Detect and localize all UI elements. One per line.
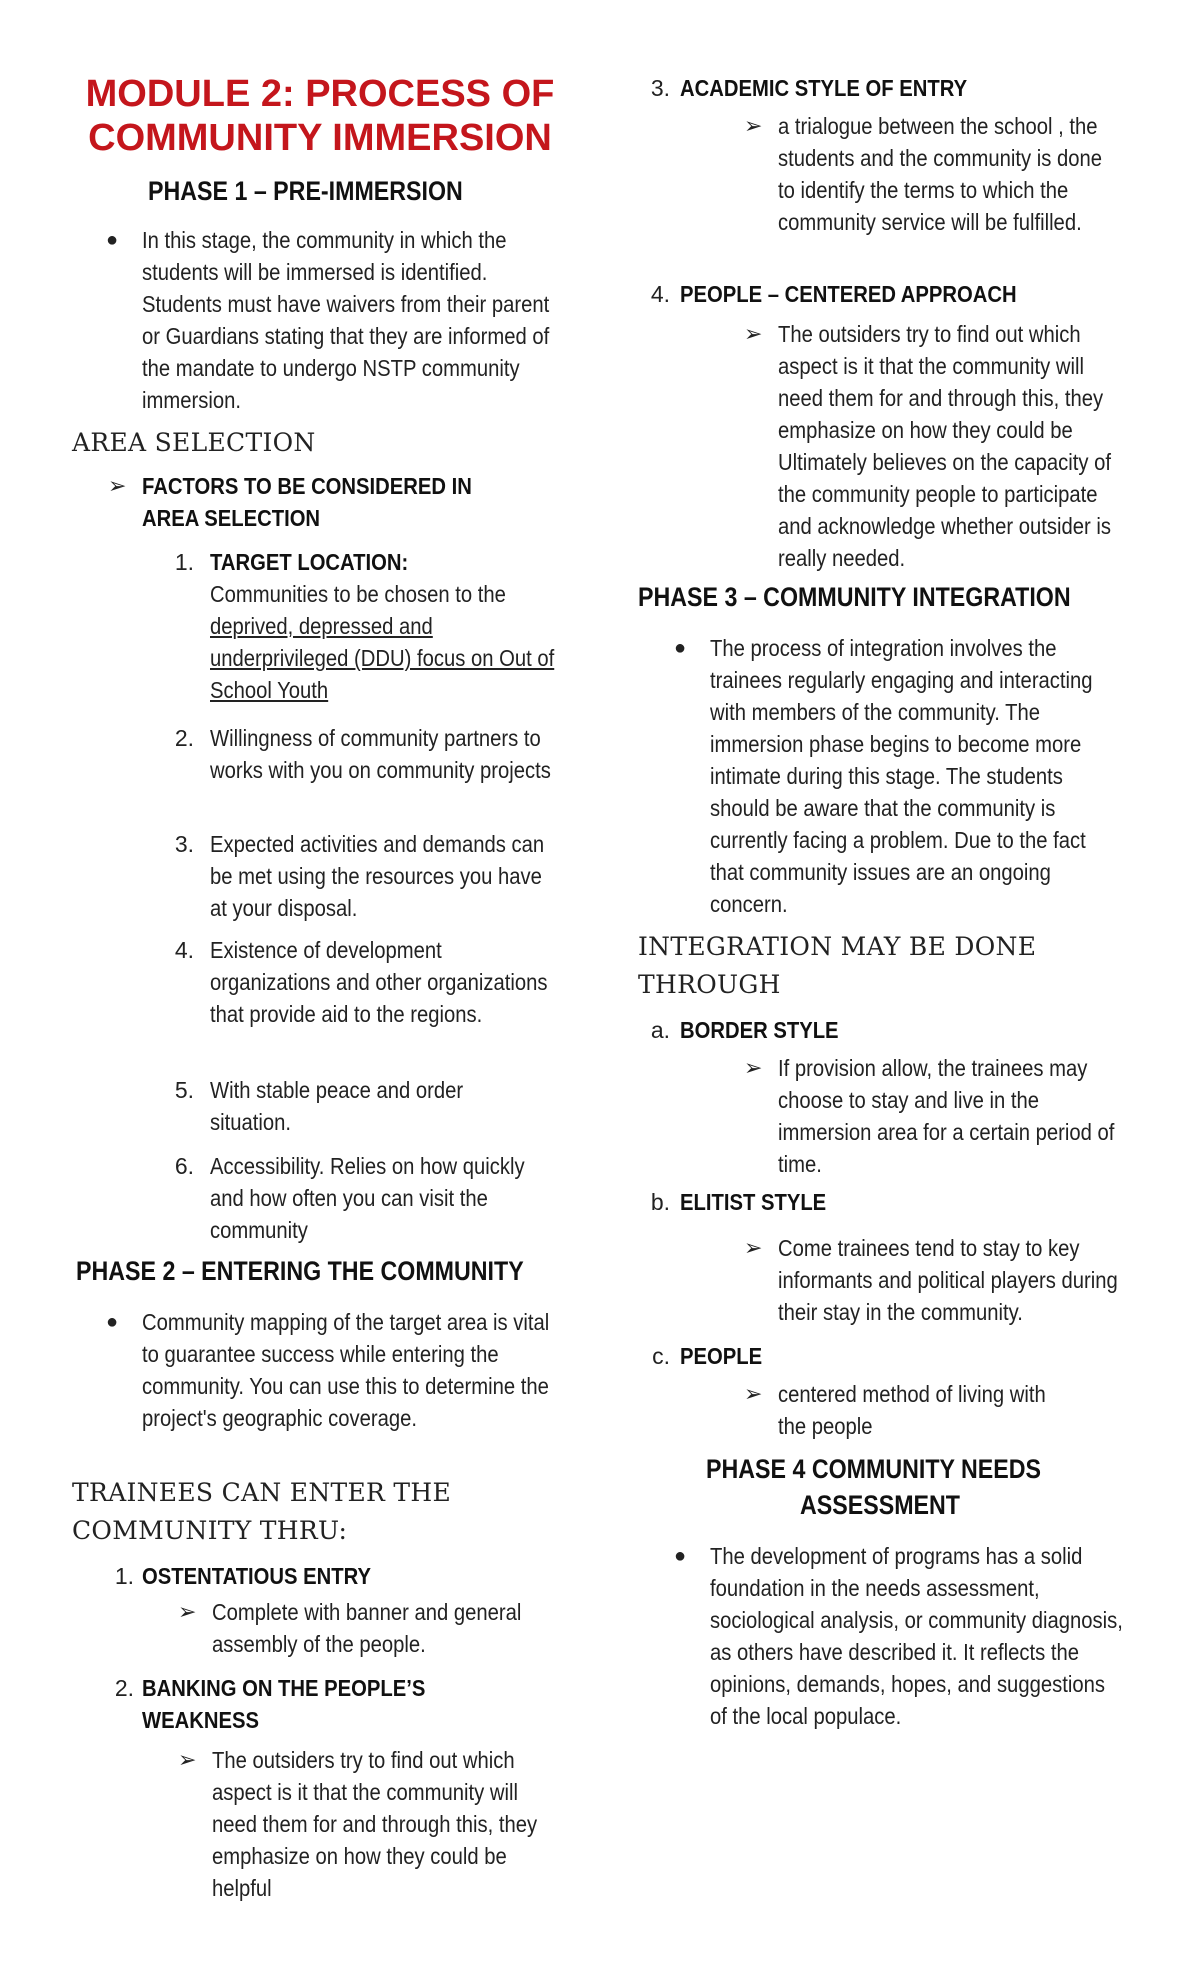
arrow-icon: ➢ — [178, 1599, 197, 1624]
list-number: 3. — [174, 831, 194, 857]
arrow-icon: ➢ — [744, 1381, 763, 1406]
list-number: 5. — [174, 1077, 194, 1103]
entry-type-label: PEOPLE – CENTERED APPROACH — [680, 281, 1017, 307]
phase4-title-line2: ASSESSMENT — [800, 1490, 961, 1520]
phase3-text: The process of integration involves the trainees regularly engaging and interacting with members of the community. The immersion phase begins to become more intimate during this stage. The students should be aware that the community is currently facing a problem. Due to the fact that community issues are an ongoing concern. — [710, 635, 1093, 917]
list-number: 2. — [114, 1675, 134, 1701]
bullet-icon: ● — [674, 637, 687, 659]
entry-type-label: BANKING ON THE PEOPLE’S WEAKNESS — [142, 1675, 426, 1733]
list-number: 4. — [174, 937, 194, 963]
integration-heading: INTEGRATION MAY BE DONE THROUGH — [638, 932, 1037, 999]
integration-style-text: centered method of living with the people — [778, 1381, 1046, 1439]
list-item: TARGET LOCATION: Communities to be chosen to the deprived, depressed and underprivileged (DDU) focus on Out of School Youth — [210, 549, 555, 703]
entry-type-text: The outsiders try to find out which aspect is it that the community will need them for and through this, they emphasize on how they could be Ultimately believes on the capacity of the community people to participate and acknowledge whether outsider is really needed. — [778, 321, 1112, 571]
phase3-title: PHASE 3 – COMMUNITY INTEGRATION — [638, 582, 1071, 612]
trainees-heading: TRAINEES CAN ENTER THE COMMUNITY THRU: — [72, 1478, 452, 1545]
entry-type-text: Complete with banner and general assembly of the people. — [212, 1599, 522, 1657]
list-number: 4. — [650, 281, 670, 307]
phase4-title-line1: PHASE 4 COMMUNITY NEEDS — [706, 1454, 1042, 1484]
list-letter: c. — [652, 1343, 670, 1369]
list-item: Accessibility. Relies on how quickly and how often you can visit the community — [210, 1153, 525, 1243]
list-letter: a. — [650, 1017, 670, 1043]
arrow-icon: ➢ — [178, 1747, 197, 1772]
phase2-title: PHASE 2 – ENTERING THE COMMUNITY — [76, 1256, 524, 1286]
list-number: 1. — [114, 1563, 134, 1589]
list-number: 1. — [174, 549, 194, 575]
entry-type-label: OSTENTATIOUS ENTRY — [142, 1563, 372, 1589]
entry-type-text: a trialogue between the school , the students and the community is done to identify the terms to which the community service will be fulfilled. — [778, 113, 1103, 235]
bullet-icon: ● — [106, 229, 119, 251]
integration-style-text: Come trainees tend to stay to key informants and political players during their stay in the community. — [778, 1235, 1118, 1325]
integration-style-label: ELITIST STYLE — [680, 1189, 827, 1215]
arrow-icon: ➢ — [744, 1235, 763, 1260]
bullet-icon: ● — [106, 1311, 119, 1333]
phase4-text: The development of programs has a solid foundation in the needs assessment, sociological analysis, or community diagnosis, as others have described it. It reflects the opinions, demands, hopes, and suggestions of the local populace. — [710, 1543, 1123, 1729]
list-number: 3. — [650, 75, 670, 101]
arrow-icon: ➢ — [108, 473, 127, 498]
phase1-text: In this stage, the community in which the students will be immersed is identified. Students must have waivers from their parent or Guardians stating that they are informed of the mandate to undergo NSTP community immersion. — [142, 227, 550, 413]
list-item: Existence of development organizations and other organizations that provide aid to the regions. — [210, 937, 548, 1027]
factors-heading: FACTORS TO BE CONSIDERED IN AREA SELECTION — [142, 473, 472, 531]
arrow-icon: ➢ — [744, 113, 763, 138]
integration-style-text: If provision allow, the trainees may choose to stay and live in the immersion area for a certain period of time. — [778, 1055, 1115, 1177]
module-title-line2: COMMUNITY IMMERSION — [88, 117, 552, 159]
module-title-line1: MODULE 2: PROCESS OF — [85, 73, 555, 115]
list-item: Expected activities and demands can be met using the resources you have at your disposal. — [210, 831, 545, 921]
phase2-text: Community mapping of the target area is vital to guarantee success while entering the community. You can use this to determine the project's geographic coverage. — [142, 1309, 550, 1431]
phase1-title: PHASE 1 – PRE-IMMERSION — [148, 176, 463, 206]
list-item: Willingness of community partners to works with you on community projects — [210, 725, 551, 783]
entry-type-text: The outsiders try to find out which aspect is it that the community will need them for and through this, they emphasize on how they could be helpful — [212, 1747, 538, 1901]
list-letter: b. — [650, 1189, 670, 1215]
arrow-icon: ➢ — [744, 321, 763, 346]
bullet-icon: ● — [674, 1545, 687, 1567]
list-number: 6. — [174, 1153, 194, 1179]
entry-type-label: ACADEMIC STYLE OF ENTRY — [680, 75, 968, 101]
list-number: 2. — [174, 725, 194, 751]
arrow-icon: ➢ — [744, 1055, 763, 1080]
list-item: With stable peace and order situation. — [210, 1077, 464, 1135]
area-selection-heading: AREA SELECTION — [72, 428, 316, 457]
integration-style-label: PEOPLE — [680, 1343, 763, 1369]
integration-style-label: BORDER STYLE — [680, 1017, 839, 1043]
